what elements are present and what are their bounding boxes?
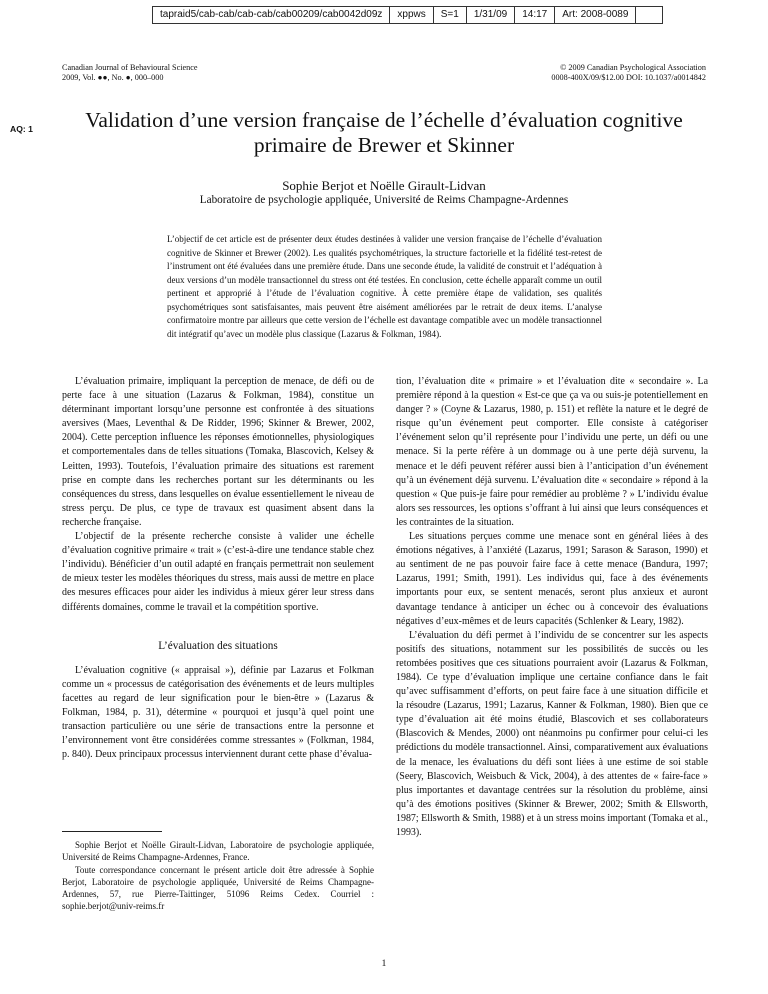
proof-date: 1/31/09 bbox=[467, 7, 515, 23]
proof-path: tapraid5/cab-cab/cab-cab/cab00209/cab0042d09z bbox=[153, 7, 390, 23]
footnotes bbox=[62, 839, 374, 913]
body-paragraph: L’objectif de la présente recherche consiste à valider une échelle d’évaluation cognitive primaire « trait » (c’est-à-dire une tendance stable chez l’individu). Bénéficier d’un outil adapté en français permettrait non seulement de mieux tester les modèles théoriques du stress, mais aussi de mettre en place des mesures efficaces pour aider les individus à mieux gérer leur stress dans différents domaines, comme le travail et la compétition sportive. bbox=[62, 531, 374, 613]
article-affiliation: Laboratoire de psychologie appliquée, Université de Reims Champagne-Ardennes bbox=[199, 194, 569, 206]
copyright-line: © 2009 Canadian Psychological Association bbox=[560, 63, 706, 72]
proof-info-bar bbox=[152, 6, 663, 24]
proof-time: 14:17 bbox=[515, 7, 555, 23]
abstract: L’objectif de cet article est de présenter deux études destinées à valider une version française de l’échelle d’évaluation cognitive de Skinner et Brewer (2002). Les qualités psychométriques, la structure factorielle et la fidélité test-retest de l’instrument ont été évaluées dans une première étude. Dans une seconde étude, la validité de construit et l’adéquation à deux versions d’un modèle transactionnel du stress ont été testées. En conclusion, cette échelle apparaît comme un outil pertinent et approprié à l’étude de l’évaluation cognitive. À cette première étape de validation, ses qualités psychométriques sont satisfaisantes, mais peuvent être aisément améliorées par le retrait de deux items. L’analyse confirmatoire montre par ailleurs que cette version de l’échelle est davantage compatible avec un modèle transactionnel dit intégratif qu’avec un modèle plus classique (Lazarus & Folkman, 1984). bbox=[167, 234, 602, 339]
section-heading: L’évaluation des situations bbox=[158, 639, 278, 652]
body-paragraph: L’évaluation cognitive (« appraisal »), définie par Lazarus et Folkman comme un « processus de catégorisation des événements et de leurs multiples facettes au regard de leur signification pour le bien-être » (Lazarus & Folkman, 1984, p. 31), détermine « pourquoi et jusqu’à quel point une transaction particulière ou une série de transactions entre la personne et l’environnement vont être considérées comme stressantes » (Folkman, 1984, p. 840). Deux principaux processus interviennent durant cette phase d’évalua- bbox=[62, 664, 374, 761]
footnote-correspondence: Toute correspondance concernant le présent article doit être adressée à Sophie Berjot, Laboratoire de psychologie appliquée, Université de Reims Champagne-Ardennes, 57, rue Pierre-Taittinger, 51096 Reims Cedex. Courriel : sophie.berjot@univ-reims.fr bbox=[62, 864, 374, 912]
footnote-divider bbox=[62, 831, 162, 832]
journal-volume: 2009, Vol. ●●, No. ●, 000–000 bbox=[62, 73, 164, 82]
footnote-affiliation: Sophie Berjot et Noëlle Girault-Lidvan, Laboratoire de psychologie appliquée, Université de Reims Champagne-Ardennes, France. bbox=[62, 840, 374, 863]
body-paragraph: Les situations perçues comme une menace sont en général liées à des émotions négatives, à l’anxiété (Lazarus, 1991; Sarason & Sarason, 1990) et au sentiment de ne pas pouvoir faire face à cette menace (Bandura, 1997; Lazarus, 1991; Smith, 1991). Les individus qui, face à des événements importants pour eux, se sentent menacés, seront plus anxieux et auront davantage tendance à anticiper un échec ou à concevoir des évaluations négatives d’eux-mêmes et de leurs capacités (Schlenker & Leary, 1982). bbox=[396, 531, 708, 627]
copyright-header bbox=[551, 63, 706, 83]
page-number: 1 bbox=[381, 958, 387, 969]
proof-format: xppws bbox=[390, 7, 433, 23]
doi-line: 0008-400X/09/$12.00 DOI: 10.1037/a0014842 bbox=[551, 73, 706, 82]
right-column bbox=[396, 375, 708, 840]
proof-empty-cell bbox=[636, 7, 662, 23]
body-paragraph: tion, l’évaluation dite « primaire » et l’évaluation dite « secondaire ». La première répond à la question « Est-ce que ça va ou suis-je potentiellement en danger ? » (Coyne & Lazarus, 1980, p. 151) et reflète la nature et le degré de risque qu’un événement peut comporter. Elle consiste à catégoriser l’événement selon qu’il représente pour l’individu une perte, un défi ou une menace. Si la perte réfère à un dommage ou à une perte déjà survenu, la menace et le défi peuvent référer aussi bien à l’anticipation d’un événement qu’à un événement déjà survenu. L’évaluation dite « secondaire » répond à la question « Que puis-je faire pour remédier au problème ? » L’individu évalue alors ses ressources, les options s’offrant à lui ainsi que leurs conséquences et les contraintes de la situation. bbox=[396, 376, 708, 528]
journal-header bbox=[62, 63, 198, 83]
article-title: Validation d’une version française de l’échelle d’évaluation cognitive primaire de Brewer et Skinner bbox=[85, 108, 683, 157]
left-column bbox=[62, 375, 374, 762]
body-paragraph: L’évaluation primaire, impliquant la perception de menace, de défi ou de perte face à une situation (Lazarus & Folkman, 1984), constitue un déterminant important lorsqu’une personne est confrontée à des situations aversives (Maes, Leventhal & De Ridder, 1996; Skinner & Brewer, 2002, 2004). Cette perception influence les réponses émotionnelles, physiologiques et comportementales dans de telles situations (Tomaka, Blascovich, Kelsey & Leitten, 1993). Toutefois, l’évaluation primaire des situations est rarement prise en compte dans les recherches portant sur les déterminants ou les conséquences du stress, dans lesquelles on évalue essentiellement le niveau de stress perçu. De plus, ce type de travaux est quasiment absent dans la recherche française. bbox=[62, 376, 374, 528]
body-paragraph: L’évaluation du défi permet à l’individu de se concentrer sur les aspects positifs des situations, notamment sur les possibilités de succès ou les retombées positives que ces situations pourraient avoir (Lazarus & Folkman, 1984). Ce type d’évaluation implique une certaine confiance dans le fait qu’avec suffisamment d’efforts, on peut faire face à une situation difficile et la résoudre (Lazarus, 1991; Lazarus, Kanner & Folkman, 1980). Bien que ce type d’évaluation ait été moins étudié, Blascovich et ses collaborateurs (Blascovich & Mendes, 2000) ont néanmoins pu confirmer pour celui-ci les prédictions du modèle transactionnel. Ainsi, comparativement aux évaluations de la menace, les évaluations du défi sont liées à une estime de soi stable (Seery, Blascovich, Weisbuch & Vick, 2004), à des attentes de « faire-face » plus importantes et davantage centrées sur la résolution du problème, ainsi qu’à des émotions positives (Skinner & Brewer, 2002; Smith & Ellsworth, 1987; Ellsworth & Smith, 1988) et à un stress moins important (Tomaka et al., 1993). bbox=[396, 629, 708, 838]
aq-marker: AQ: 1 bbox=[10, 124, 33, 134]
proof-s: S=1 bbox=[434, 7, 467, 23]
journal-name: Canadian Journal of Behavioural Science bbox=[62, 63, 198, 72]
proof-art: Art: 2008-0089 bbox=[555, 7, 636, 23]
article-authors: Sophie Berjot et Noëlle Girault-Lidvan bbox=[282, 178, 486, 193]
